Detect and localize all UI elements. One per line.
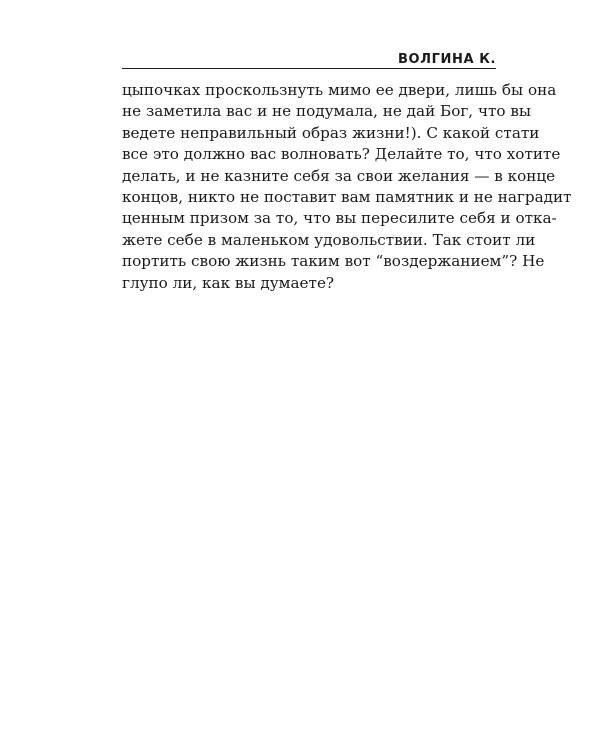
running-header: ВОЛГИНА К. xyxy=(398,52,496,67)
text-line: делать, и не казните себя за свои желания — в конце xyxy=(122,166,556,185)
text-line: концов, никто не поставит вам памятник и не наградит xyxy=(122,187,572,206)
text-line: жете себе в маленьком удовольствии. Так стоит ли xyxy=(122,230,536,249)
text-line: портить свою жизнь таким вот “воздержанием”? Не xyxy=(122,252,545,271)
text-line: цыпочках проскользнуть мимо ее двери, лишь бы она xyxy=(122,81,557,99)
text-line: глупо ли, как вы думаете? xyxy=(122,273,335,292)
text-line: не заметила вас и не подумала, не дай Бог, что вы xyxy=(122,102,532,121)
text-line: ценным призом за то, что вы пересилите себя и отка- xyxy=(122,209,557,228)
text-line: ведете неправильный образ жизни!). С какой стати xyxy=(122,123,540,142)
header-rule xyxy=(122,68,496,69)
page-body xyxy=(122,80,572,294)
text-line: все это должно вас волновать? Делайте то, что хотите xyxy=(122,145,561,164)
